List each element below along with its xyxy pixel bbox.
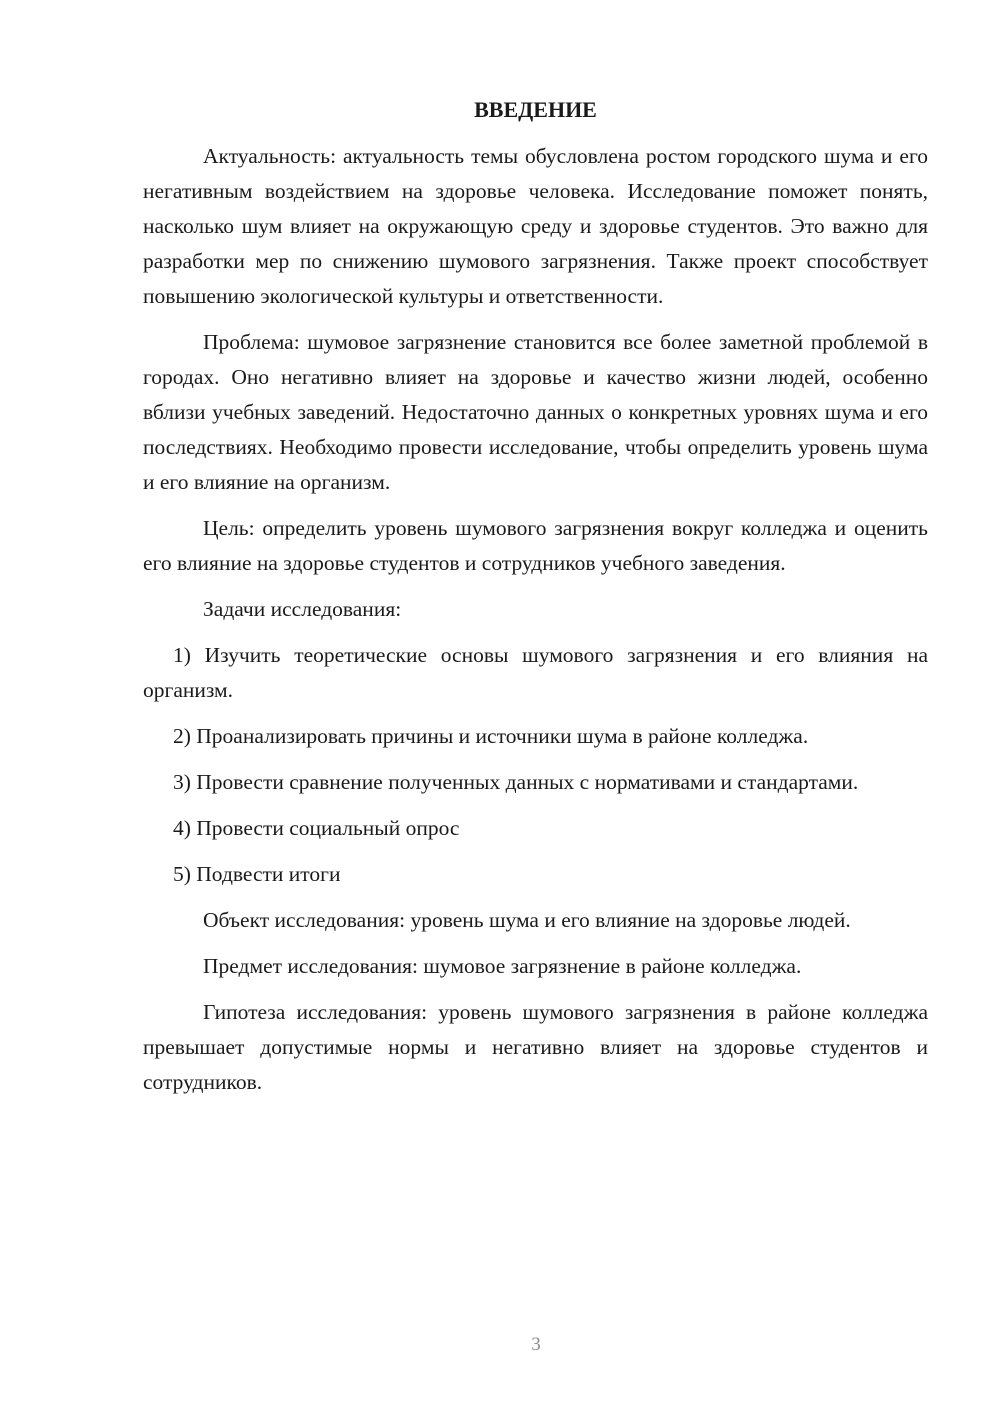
paragraph-tasks-heading: Задачи исследования: [203,597,402,621]
section-title: ВВЕДЕНИЕ [474,97,597,122]
task-item-2: 2) Проанализировать причины и источники шума в районе колледжа. [173,724,809,748]
paragraph-hypothesis: Гипотеза исследования: уровень шумового загрязнения в районе колледжа превышает допустимые нормы и негативно влияет на здоровье студентов и сотрудников. [143,1000,928,1094]
page-number: 3 [531,1334,541,1355]
paragraph-object: Объект исследования: уровень шума и его влияние на здоровье людей. [203,908,851,932]
document-page [143,92,928,1111]
task-item-3: 3) Провести сравнение полученных данных с нормативами и стандартами. [173,770,859,794]
paragraph-problem: Проблема: шумовое загрязнение становится все более заметной проблемой в городах. Оно негативно влияет на здоровье и качество жизни людей, особенно вблизи учебных заведений. Недостаточно данных о конкретных уровнях шума и его последствиях. Необходимо провести исследование, чтобы определить уровень шума и его влияние на организм. [143,330,928,494]
paragraph-goal: Цель: определить уровень шумового загрязнения вокруг колледжа и оценить его влияние на здоровье студентов и сотрудников учебного заведения. [143,516,928,575]
task-item-4: 4) Провести социальный опрос [173,816,460,840]
paragraph-subject: Предмет исследования: шумовое загрязнение в районе колледжа. [203,954,802,978]
task-item-1: 1) Изучить теоретические основы шумового загрязнения и его влияния на организм. [143,643,928,702]
paragraph-relevance: Актуальность: актуальность темы обусловлена ростом городского шума и его негативным воздействием на здоровье человека. Исследование поможет понять, насколько шум влияет на окружающую среду и здоровье студентов. Это важно для разработки мер по снижению шумового загрязнения. Также проект способствует повышению экологической культуры и ответственности. [143,144,928,308]
task-item-5: 5) Подвести итоги [173,862,341,886]
